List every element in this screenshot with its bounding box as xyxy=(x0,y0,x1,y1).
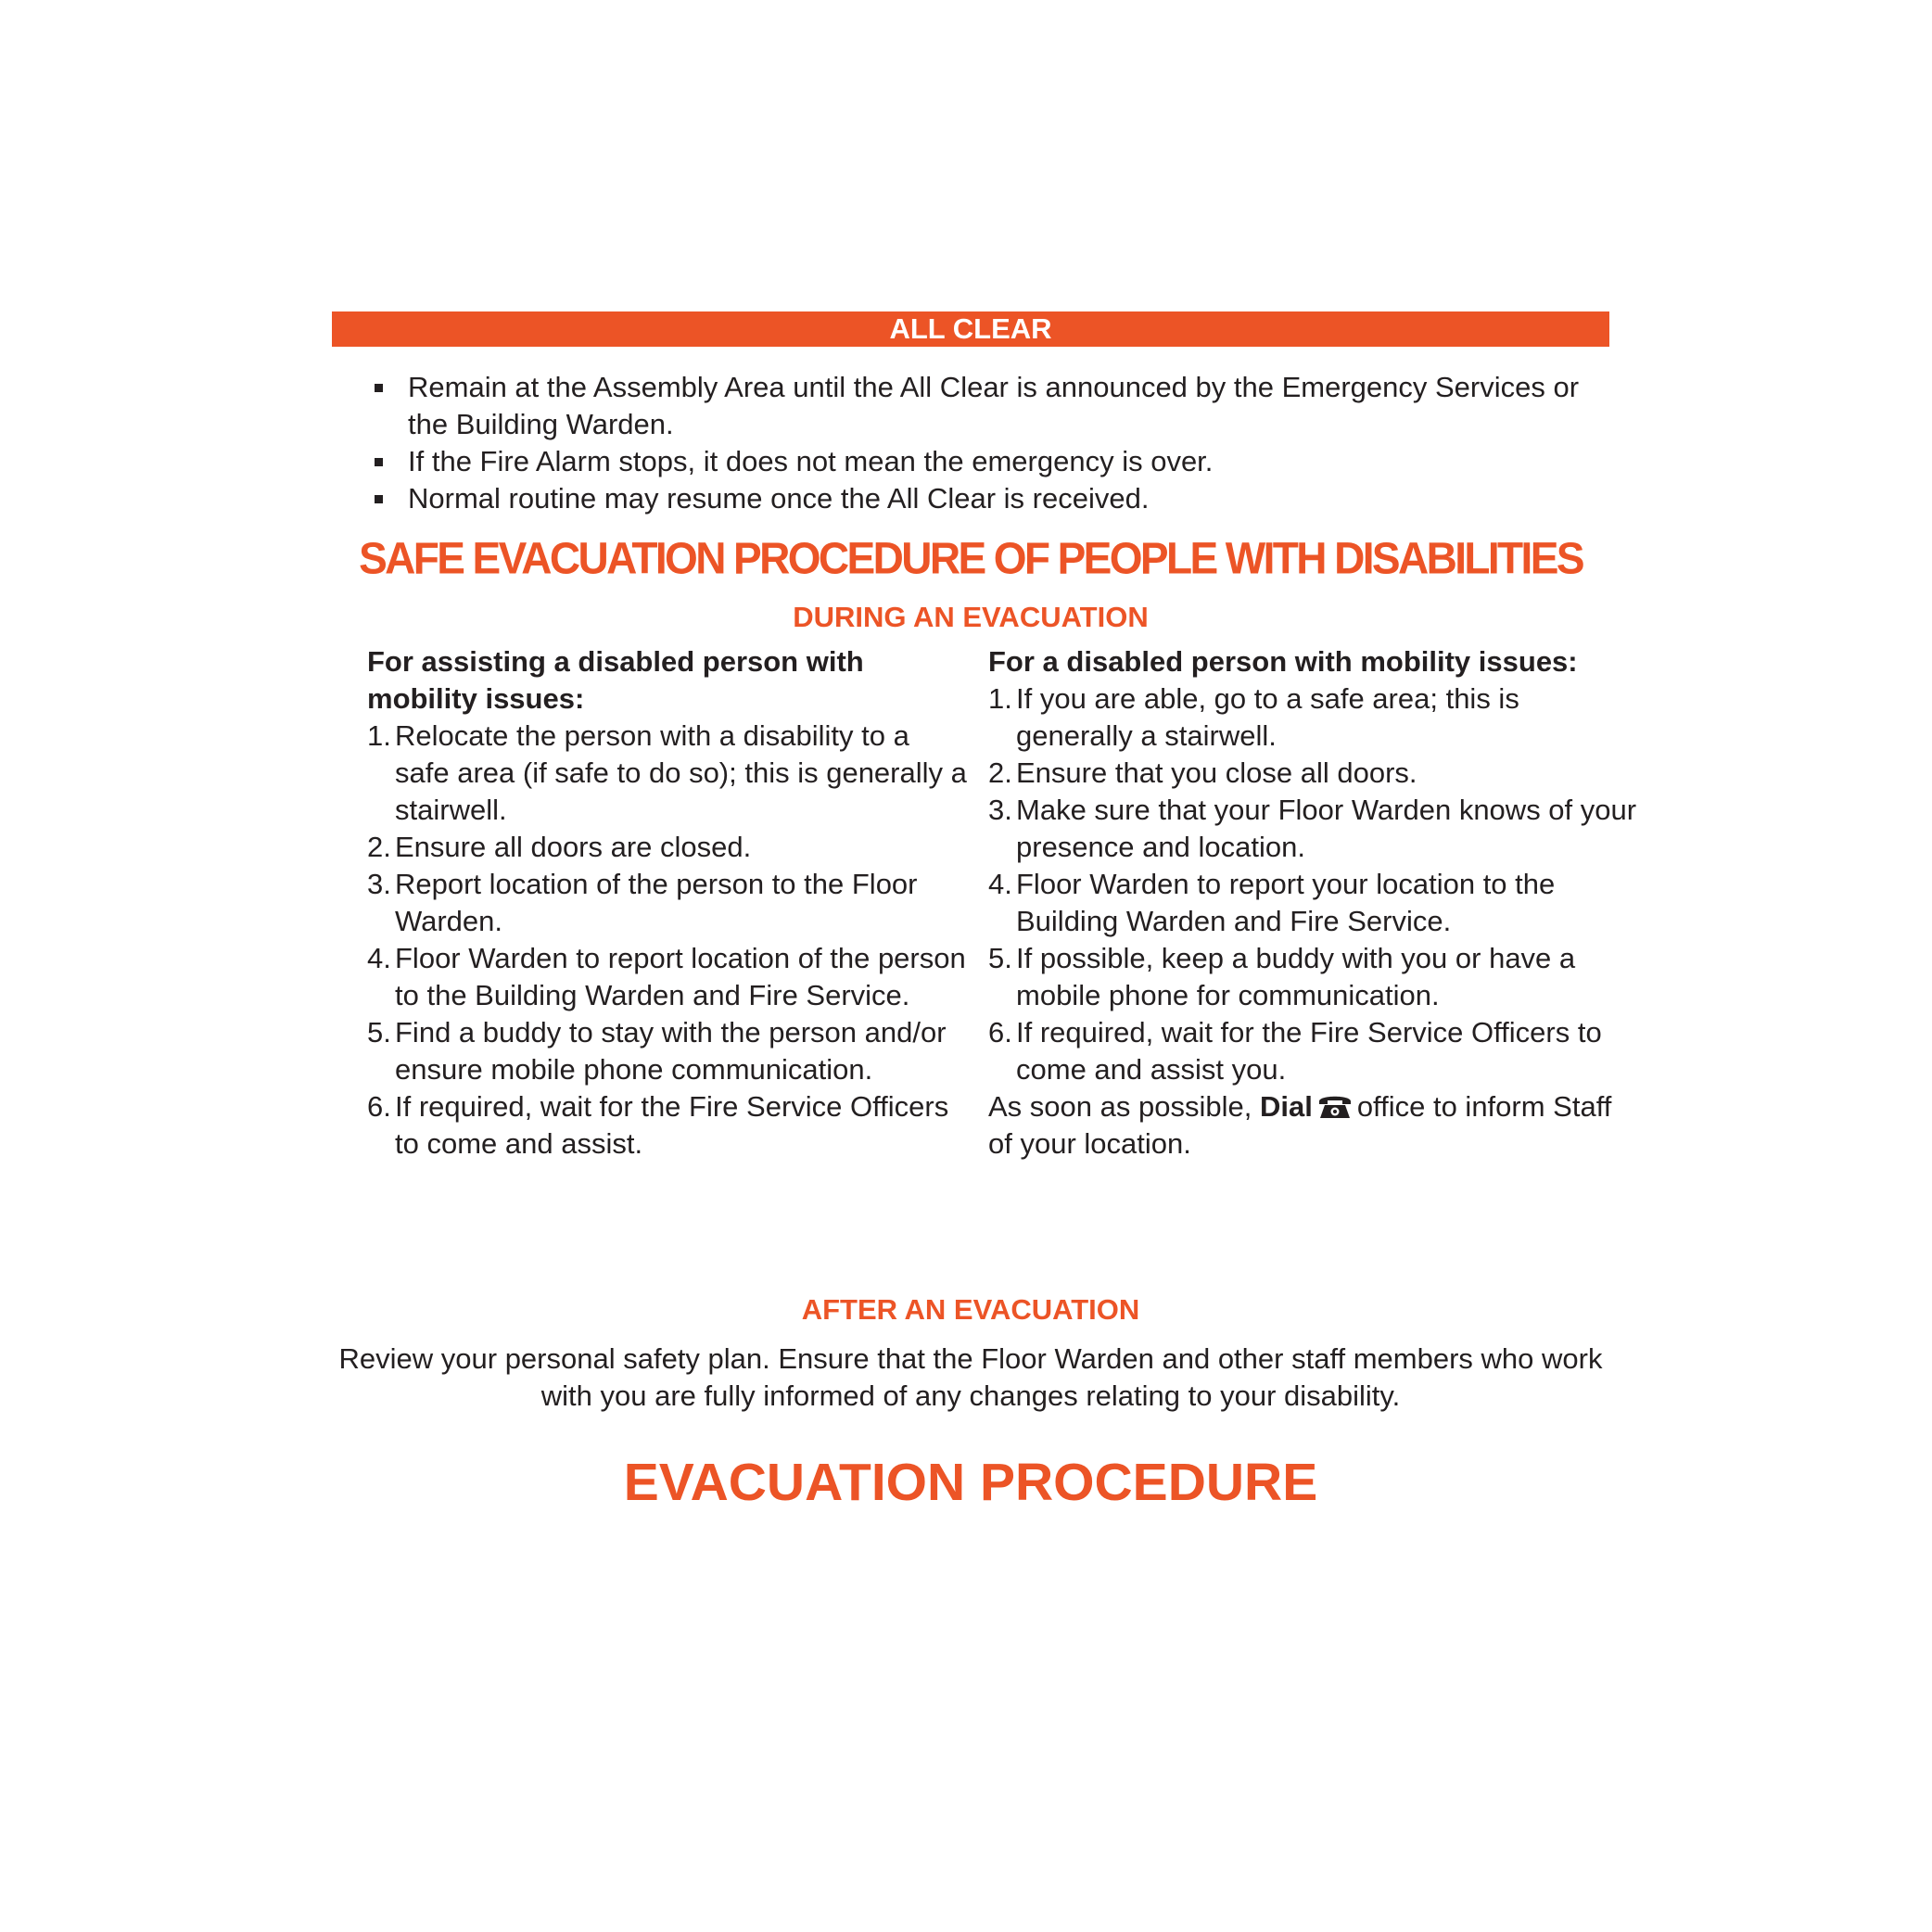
assisting-steps xyxy=(367,718,970,1163)
list-item: 2. Ensure that you close all doors. xyxy=(988,756,1417,789)
list-item: 4. Floor Warden to report location of the person to the Building Warden and Fire Service. xyxy=(367,942,966,1011)
telephone-icon xyxy=(1316,1092,1354,1120)
bullet-square-icon xyxy=(375,495,383,503)
list-item: 4. Floor Warden to report your location to the Building Warden and Fire Service. xyxy=(988,868,1556,937)
evacuation-procedure-title: EVACUATION PROCEDURE xyxy=(623,1453,1318,1512)
assisting-column xyxy=(367,643,970,1163)
all-clear-title: ALL CLEAR xyxy=(889,312,1052,345)
assisting-heading: For assisting a disabled person with mobility issues: xyxy=(367,645,864,715)
list-item: 2. Ensure all doors are closed. xyxy=(367,831,752,863)
list-item: 5. If possible, keep a buddy with you or have a mobile phone for communication. xyxy=(988,942,1576,1011)
list-item: 5. Find a buddy to stay with the person and/or ensure mobile phone communication. xyxy=(367,1016,947,1086)
all-clear-banner xyxy=(332,311,1609,347)
all-clear-item: Remain at the Assembly Area until the All Clear is announced by the Emergency Services or the Building Warden. xyxy=(371,369,1595,443)
list-item: 6. If required, wait for the Fire Service Officers to come and assist you. xyxy=(988,1016,1602,1086)
all-clear-list xyxy=(371,369,1595,517)
self-evacuation-heading: For a disabled person with mobility issues: xyxy=(988,645,1578,678)
list-item: 6. If required, wait for the Fire Service Officers to come and assist. xyxy=(367,1090,949,1160)
disabilities-procedure-title: SAFE EVACUATION PROCEDURE OF PEOPLE WITH DISABILITIES xyxy=(359,532,1582,584)
list-item: 1. If you are able, go to a safe area; this is generally a stairwell. xyxy=(988,682,1519,752)
all-clear-item: If the Fire Alarm stops, it does not mean the emergency is over. xyxy=(371,443,1595,480)
bullet-square-icon xyxy=(375,384,383,392)
list-item: 3. Make sure that your Floor Warden knows of your presence and location. xyxy=(988,794,1637,863)
bullet-square-icon xyxy=(375,458,383,466)
self-evacuation-column xyxy=(988,643,1637,1163)
after-evacuation-heading: AFTER AN EVACUATION xyxy=(801,1293,1140,1326)
list-item: 3. Report location of the person to the Floor Warden. xyxy=(367,868,918,937)
during-evacuation-heading: DURING AN EVACUATION xyxy=(793,601,1149,633)
self-evacuation-steps xyxy=(988,680,1637,1088)
after-evacuation-text: Review your personal safety plan. Ensure that the Floor Warden and other staff members who work with you are fully informed of any changes relating to your disability. xyxy=(338,1342,1603,1412)
dial-office-note: As soon as possible, Dial office to inform Staff of your location. xyxy=(988,1090,1612,1160)
all-clear-item: Normal routine may resume once the All Clear is received. xyxy=(371,480,1595,517)
list-item: 1. Relocate the person with a disability to a safe area (if safe to do so); this is generally a stairwell. xyxy=(367,719,967,826)
